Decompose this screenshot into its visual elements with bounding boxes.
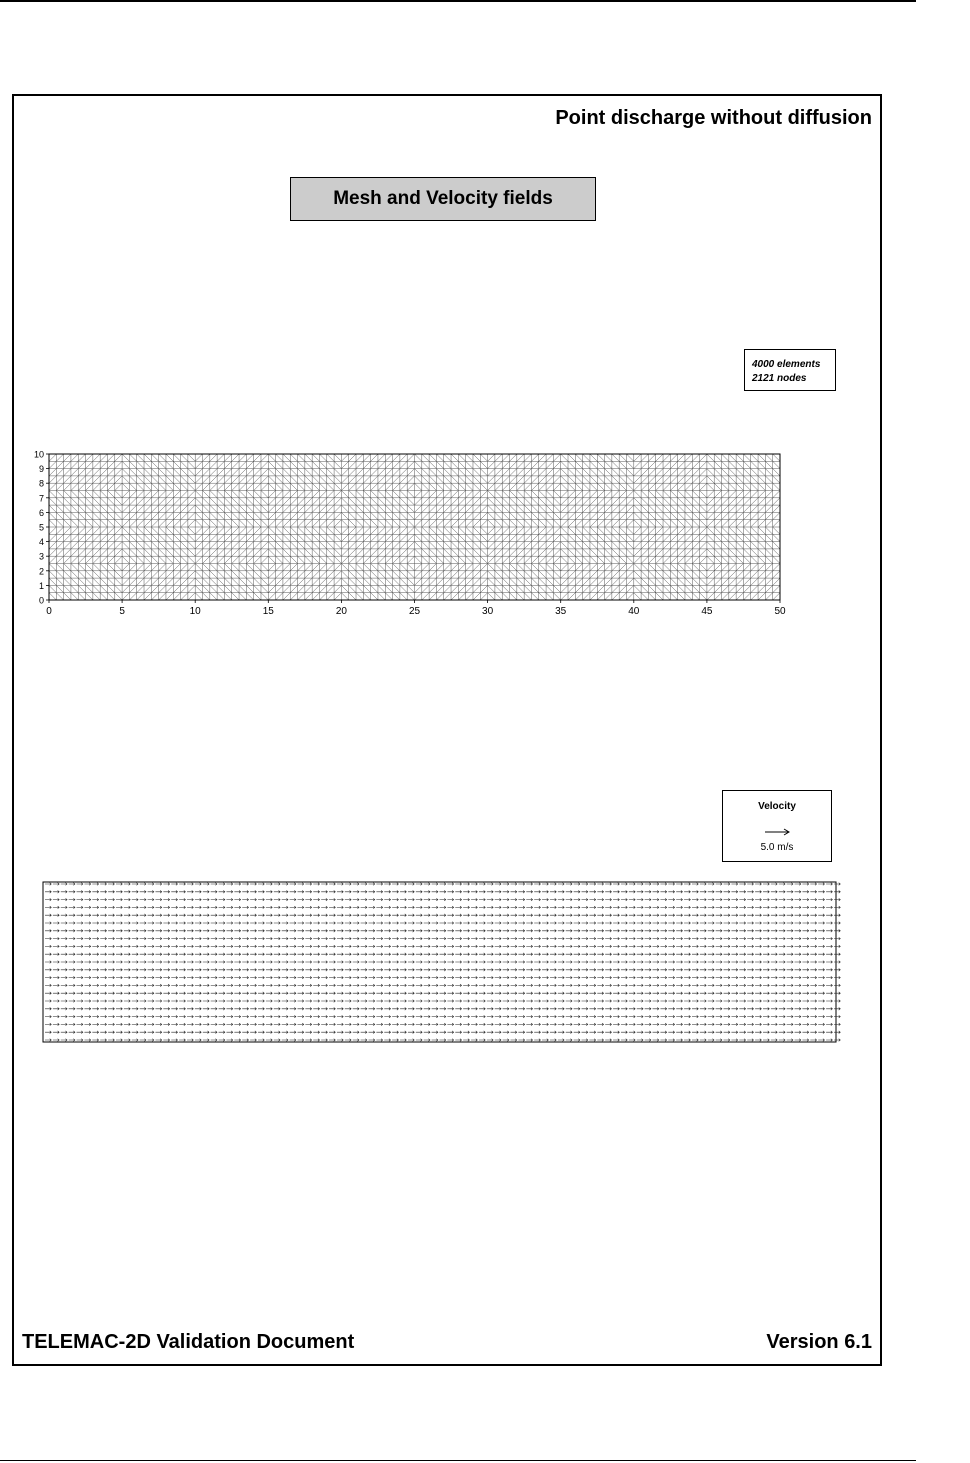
section-title: Mesh and Velocity fields: [290, 177, 596, 221]
y-tick-label: 7: [38, 493, 44, 504]
x-tick-label: 25: [408, 606, 421, 617]
y-tick-label: 2: [38, 566, 44, 577]
velocity-legend-title: Velocity: [758, 801, 796, 812]
elements-count: 4000 elements: [752, 359, 821, 370]
y-tick-label: 0: [38, 595, 44, 606]
y-tick-label: 1: [38, 580, 44, 591]
y-tick-label: 3: [38, 551, 44, 562]
velocity-scale-arrow: [763, 827, 793, 837]
y-tick-label: 8: [38, 478, 44, 489]
x-tick-label: 0: [46, 606, 52, 617]
x-tick-label: 50: [774, 606, 786, 617]
mesh-grid: [49, 454, 780, 600]
page-title: Point discharge without diffusion: [555, 107, 872, 129]
x-tick-label: 20: [335, 606, 347, 617]
x-tick-label: 45: [701, 606, 713, 617]
velocity-legend: [722, 790, 832, 862]
x-tick-label: 35: [555, 606, 567, 617]
x-tick-label: 15: [262, 606, 274, 617]
document-version: Version 6.1: [766, 1331, 872, 1353]
mesh-plot: [34, 450, 786, 618]
nodes-count: 2121 nodes: [752, 373, 807, 384]
document-title: TELEMAC-2D Validation Document: [22, 1331, 355, 1353]
x-tick-label: 30: [482, 606, 494, 617]
x-tick-label: 5: [119, 606, 125, 617]
y-tick-label: 5: [38, 522, 44, 533]
velocity-arrows: [45, 883, 840, 1042]
x-tick-label: 40: [628, 606, 640, 617]
plots-layer: [14, 96, 880, 1364]
y-tick-label: 10: [33, 449, 44, 460]
velocity-scale-label: 5.0 m/s: [760, 842, 794, 853]
y-tick-label: 6: [38, 507, 44, 518]
y-tick-label: 4: [38, 537, 44, 548]
footer-rule: [0, 1460, 916, 1461]
header-rule: [0, 0, 916, 2]
x-tick-label: 10: [189, 606, 201, 617]
y-tick-label: 9: [38, 464, 44, 475]
velocity-vector-plot: [43, 882, 840, 1042]
figure-frame: [12, 94, 882, 1366]
